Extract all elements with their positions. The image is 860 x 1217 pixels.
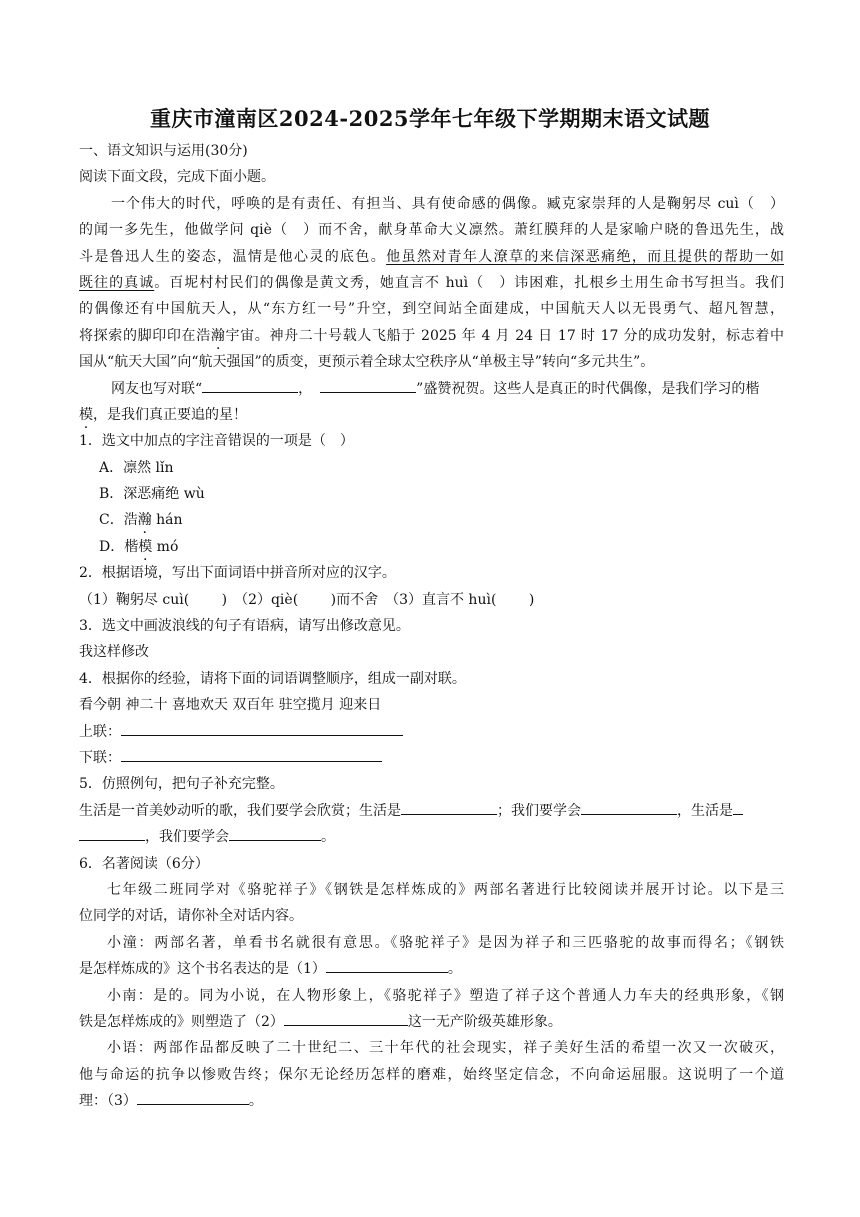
answer-prompt: 我这样修改 (79, 644, 149, 661)
imitation-line (79, 824, 784, 850)
option-text: D．楷 (99, 538, 139, 555)
paragraph-line: 小南：是的。同为小说，在人物形象上，《骆驼祥子》塑造了祥子这个普通人力车夫的经典形象，《钢 (107, 987, 784, 1004)
passage-line (79, 402, 784, 428)
paragraph-line: 七年级二班同学对《骆驼祥子》《钢铁是怎样炼成的》两部名著进行比较阅读并展开讨论。以下是三 (107, 881, 784, 898)
exam-content (79, 138, 784, 1114)
imitation-blank-3-cont[interactable] (79, 826, 145, 841)
option-text: C．浩 (99, 512, 138, 529)
paragraph-line: 他与命运的抗争以惨败告终；保尔无论经历怎样的磨难，始终坚定信念，不向命运屈服。这说明了一个道 (79, 1066, 784, 1083)
imitation-blank-3[interactable] (733, 800, 743, 815)
answer-blank-1[interactable] (326, 958, 448, 973)
comma: ， (298, 380, 313, 397)
paragraph-line (79, 956, 784, 982)
passage-line: 的闻一多先生，他做学问 qiè（ ）而不舍，献身革命大义凛然。萧红膜拜的人是家喻户晓的鲁迅先生，战 (79, 222, 784, 239)
option-d[interactable] (79, 534, 784, 560)
question-4 (79, 666, 784, 772)
option-b[interactable]: B．深恶痛绝 wù (99, 486, 205, 503)
question-stem: 5．仿照例句，把句子补充完整。 (79, 776, 284, 793)
upper-couplet-row (79, 719, 784, 745)
word-list: 看今朝 神二十 喜地欢天 双百年 驻空揽月 迎来日 (79, 697, 382, 714)
answer-blank-3[interactable] (137, 1090, 249, 1105)
upper-couplet-blank[interactable] (121, 721, 403, 736)
question-6 (79, 851, 784, 1115)
paragraph-line: 位同学的对话，请你补全对话内容。 (79, 908, 303, 925)
question-stem: 2．根据语境，写出下面词语中拼音所对应的汉字。 (79, 565, 396, 582)
passage-line: 一个伟大的时代，呼唤的是有责任、有担当、具有使命感的偶像。臧克家崇拜的人是鞠躬尽 cuì（ ） (111, 195, 784, 212)
imitation-blank-1[interactable] (401, 800, 497, 815)
dotted-character: 模 (79, 406, 93, 423)
couplet-blank-1[interactable] (202, 378, 298, 393)
dotted-character: 瀚 (137, 512, 152, 529)
question-1 (79, 428, 784, 560)
lower-couplet-blank[interactable] (121, 747, 382, 762)
option-pinyin: mó (152, 538, 179, 555)
instruction: 阅读下面文段，完成下面小题。 (79, 169, 275, 186)
paragraph-line (79, 1088, 784, 1114)
question-5 (79, 771, 784, 850)
page-title: 重庆市潼南区2024-2025学年七年级下学期期末语文试题 (149, 106, 711, 131)
question-stem: 3．选文中画波浪线的句子有语病，请写出修改意见。 (79, 618, 410, 635)
sentence-text: 生活是一首美妙动听的歌，我们要学会欣赏；生活是 (79, 802, 401, 819)
passage-line (79, 270, 784, 296)
question-stem: 4．根据你的经验，请将下面的词语调整顺序，组成一副对联。 (79, 670, 466, 687)
sentence-text: ；我们要学会 (497, 802, 581, 819)
paragraph-text: 是怎样炼成的》这个书名表达的是（1） (79, 961, 326, 978)
passage-text: ”盛赞祝贺。这些人是真正的时代偶像，是我们学习的楷 (416, 380, 760, 397)
lower-label: 下联： (79, 749, 121, 766)
upper-label: 上联： (79, 723, 121, 740)
wavy-underlined-sentence: 他虽然对青年人潦草的来信深恶痛绝，而且提供的帮助一如 (386, 248, 785, 265)
wavy-underlined-sentence-end: 既往的真诚 (79, 274, 155, 291)
imitation-blank-2[interactable] (581, 800, 677, 815)
passage-text: 宇宙。神舟二十号载人飞船于 2025 年 4 月 24 日 17 时 17 分的成功发射，标志着中 (225, 327, 785, 344)
section-heading: 一、语文知识与运用(30分) (79, 143, 248, 159)
passage-line (79, 323, 784, 349)
paragraph-text: 。 (447, 961, 462, 978)
imitation-line (79, 798, 784, 824)
option-pinyin: hán (151, 512, 183, 529)
question-2 (79, 560, 784, 613)
sentence-text: 。 (321, 829, 335, 846)
pinyin-items: （1）鞠躬尽 cuì( ) （2）qiè( )而不舍 （3）直言不 huì( ) (79, 591, 535, 608)
option-a[interactable]: A．凛然 lǐn (99, 459, 174, 476)
passage-line: 的偶像还有中国航天人，从“东方红一号”升空，到空间站全面建成，中国航天人以无畏勇气、超凡智慧， (79, 301, 784, 318)
passage (79, 191, 784, 429)
question-3 (79, 613, 784, 666)
passage-text: 斗是鲁迅人生的姿态，温情是他心灵的底色。 (79, 248, 387, 265)
passage-line (79, 376, 784, 402)
paragraph-text: 铁是怎样炼成的》则塑造了（2） (79, 1013, 284, 1030)
question-stem: 6．名著阅读（6分） (79, 855, 209, 872)
paragraph-text: 理：（3） (79, 1093, 137, 1110)
passage-text: ，是我们真正要追的星！ (93, 406, 247, 423)
passage-text: 网友也写对联“ (111, 380, 203, 397)
passage-line (79, 244, 784, 270)
sentence-text: ，我们要学会 (145, 829, 229, 846)
lower-couplet-row (79, 745, 784, 771)
option-c[interactable] (79, 507, 784, 533)
sentence-text: ，生活是 (677, 802, 733, 819)
passage-line: 国从“航天大国”向“航天强国”的质变，更预示着全球太空秩序从“单极主导”转向“多元共生”。 (79, 354, 655, 371)
paragraph-line: 小潼：两部名著，单看书名就很有意思。《骆驼祥子》是因为祥子和三匹骆驼的故事而得名；《钢铁 (107, 934, 784, 951)
dotted-character: 瀚 (210, 327, 226, 344)
paragraph-line (79, 1009, 784, 1035)
passage-text: 。百坭村村民们的偶像是黄文秀，她直言不 huì（ ）讳困难，扎根乡土用生命书写担当。我们 (154, 274, 785, 291)
paragraph-text: 。 (248, 1093, 263, 1110)
couplet-blank-2[interactable] (320, 378, 416, 393)
dotted-character: 模 (138, 538, 153, 555)
paragraph-line: 小语：两部作品都反映了二十世纪二、三十年代的社会现实，祥子美好生活的希望一次又一次破灭， (107, 1040, 784, 1057)
answer-blank-2[interactable] (284, 1011, 408, 1026)
passage-text: 将探索的脚印印在浩 (79, 327, 211, 344)
paragraph-text: 这一无产阶级英雄形象。 (407, 1013, 562, 1030)
imitation-blank-4[interactable] (229, 826, 321, 841)
question-stem: 1．选文中加点的字注音错误的一项是（ ） (79, 433, 354, 450)
